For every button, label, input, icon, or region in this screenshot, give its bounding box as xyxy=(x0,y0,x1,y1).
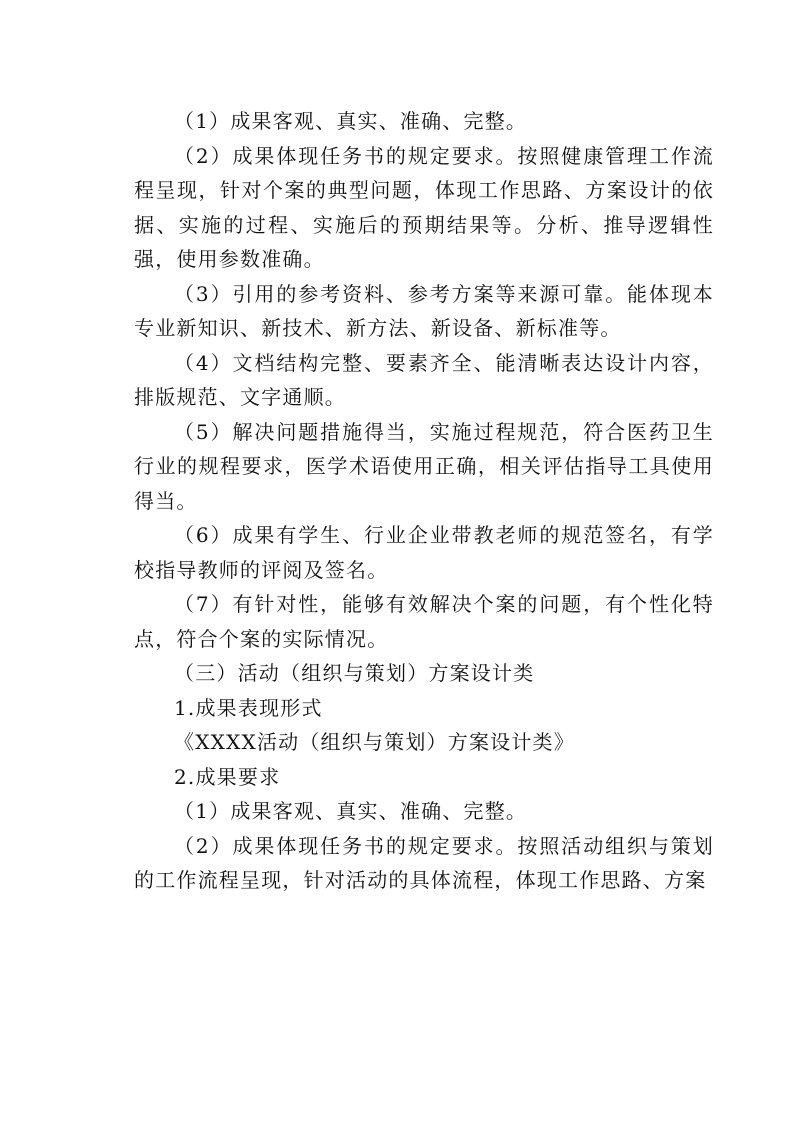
paragraph-requirement-1: （1）成果客观、真实、准确、完整。 xyxy=(174,109,528,133)
paragraph-activity-requirement-2: （2）成果体现任务书的规定要求。按照活动组织与策划的工作流程呈现，针对活动的具体流程，体现工作思路、方案 xyxy=(134,833,714,892)
subheading-result-form: 1.成果表现形式 xyxy=(174,695,323,720)
paragraph-activity-requirement-1: （1）成果客观、真实、准确、完整。 xyxy=(174,799,528,823)
paragraph-requirement-7: （7）有针对性，能够有效解决个案的问题，有个性化特点，符合个案的实际情况。 xyxy=(134,592,714,651)
paragraph-requirement-3: （3）引用的参考资料、参考方案等来源可靠。能体现本专业新知识、新技术、新方法、新设备、新标准等。 xyxy=(134,281,714,340)
subheading-result-requirements: 2.成果要求 xyxy=(174,764,281,789)
document-body xyxy=(134,104,714,898)
paragraph-requirement-5: （5）解决问题措施得当，实施过程规范，符合医药卫生行业的规程要求，医学术语使用正确，相关评估指导工具使用得当。 xyxy=(134,419,714,513)
result-form-title: 《XXXX活动（组织与策划）方案设计类》 xyxy=(174,730,575,754)
paragraph-requirement-4: （4）文档结构完整、要素齐全、能清晰表达设计内容，排版规范、文字通顺。 xyxy=(134,350,714,409)
paragraph-requirement-6: （6）成果有学生、行业企业带教老师的规范签名，有学校指导教师的评阅及签名。 xyxy=(134,523,714,582)
section-heading-activity-plan: （三）活动（组织与策划）方案设计类 xyxy=(174,661,535,685)
paragraph-requirement-2: （2）成果体现任务书的规定要求。按照健康管理工作流程呈现，针对个案的典型问题，体现工作思路、方案设计的依据、实施的过程、实施后的预期结果等。分析、推导逻辑性强，使用参数准确。 xyxy=(134,143,714,271)
